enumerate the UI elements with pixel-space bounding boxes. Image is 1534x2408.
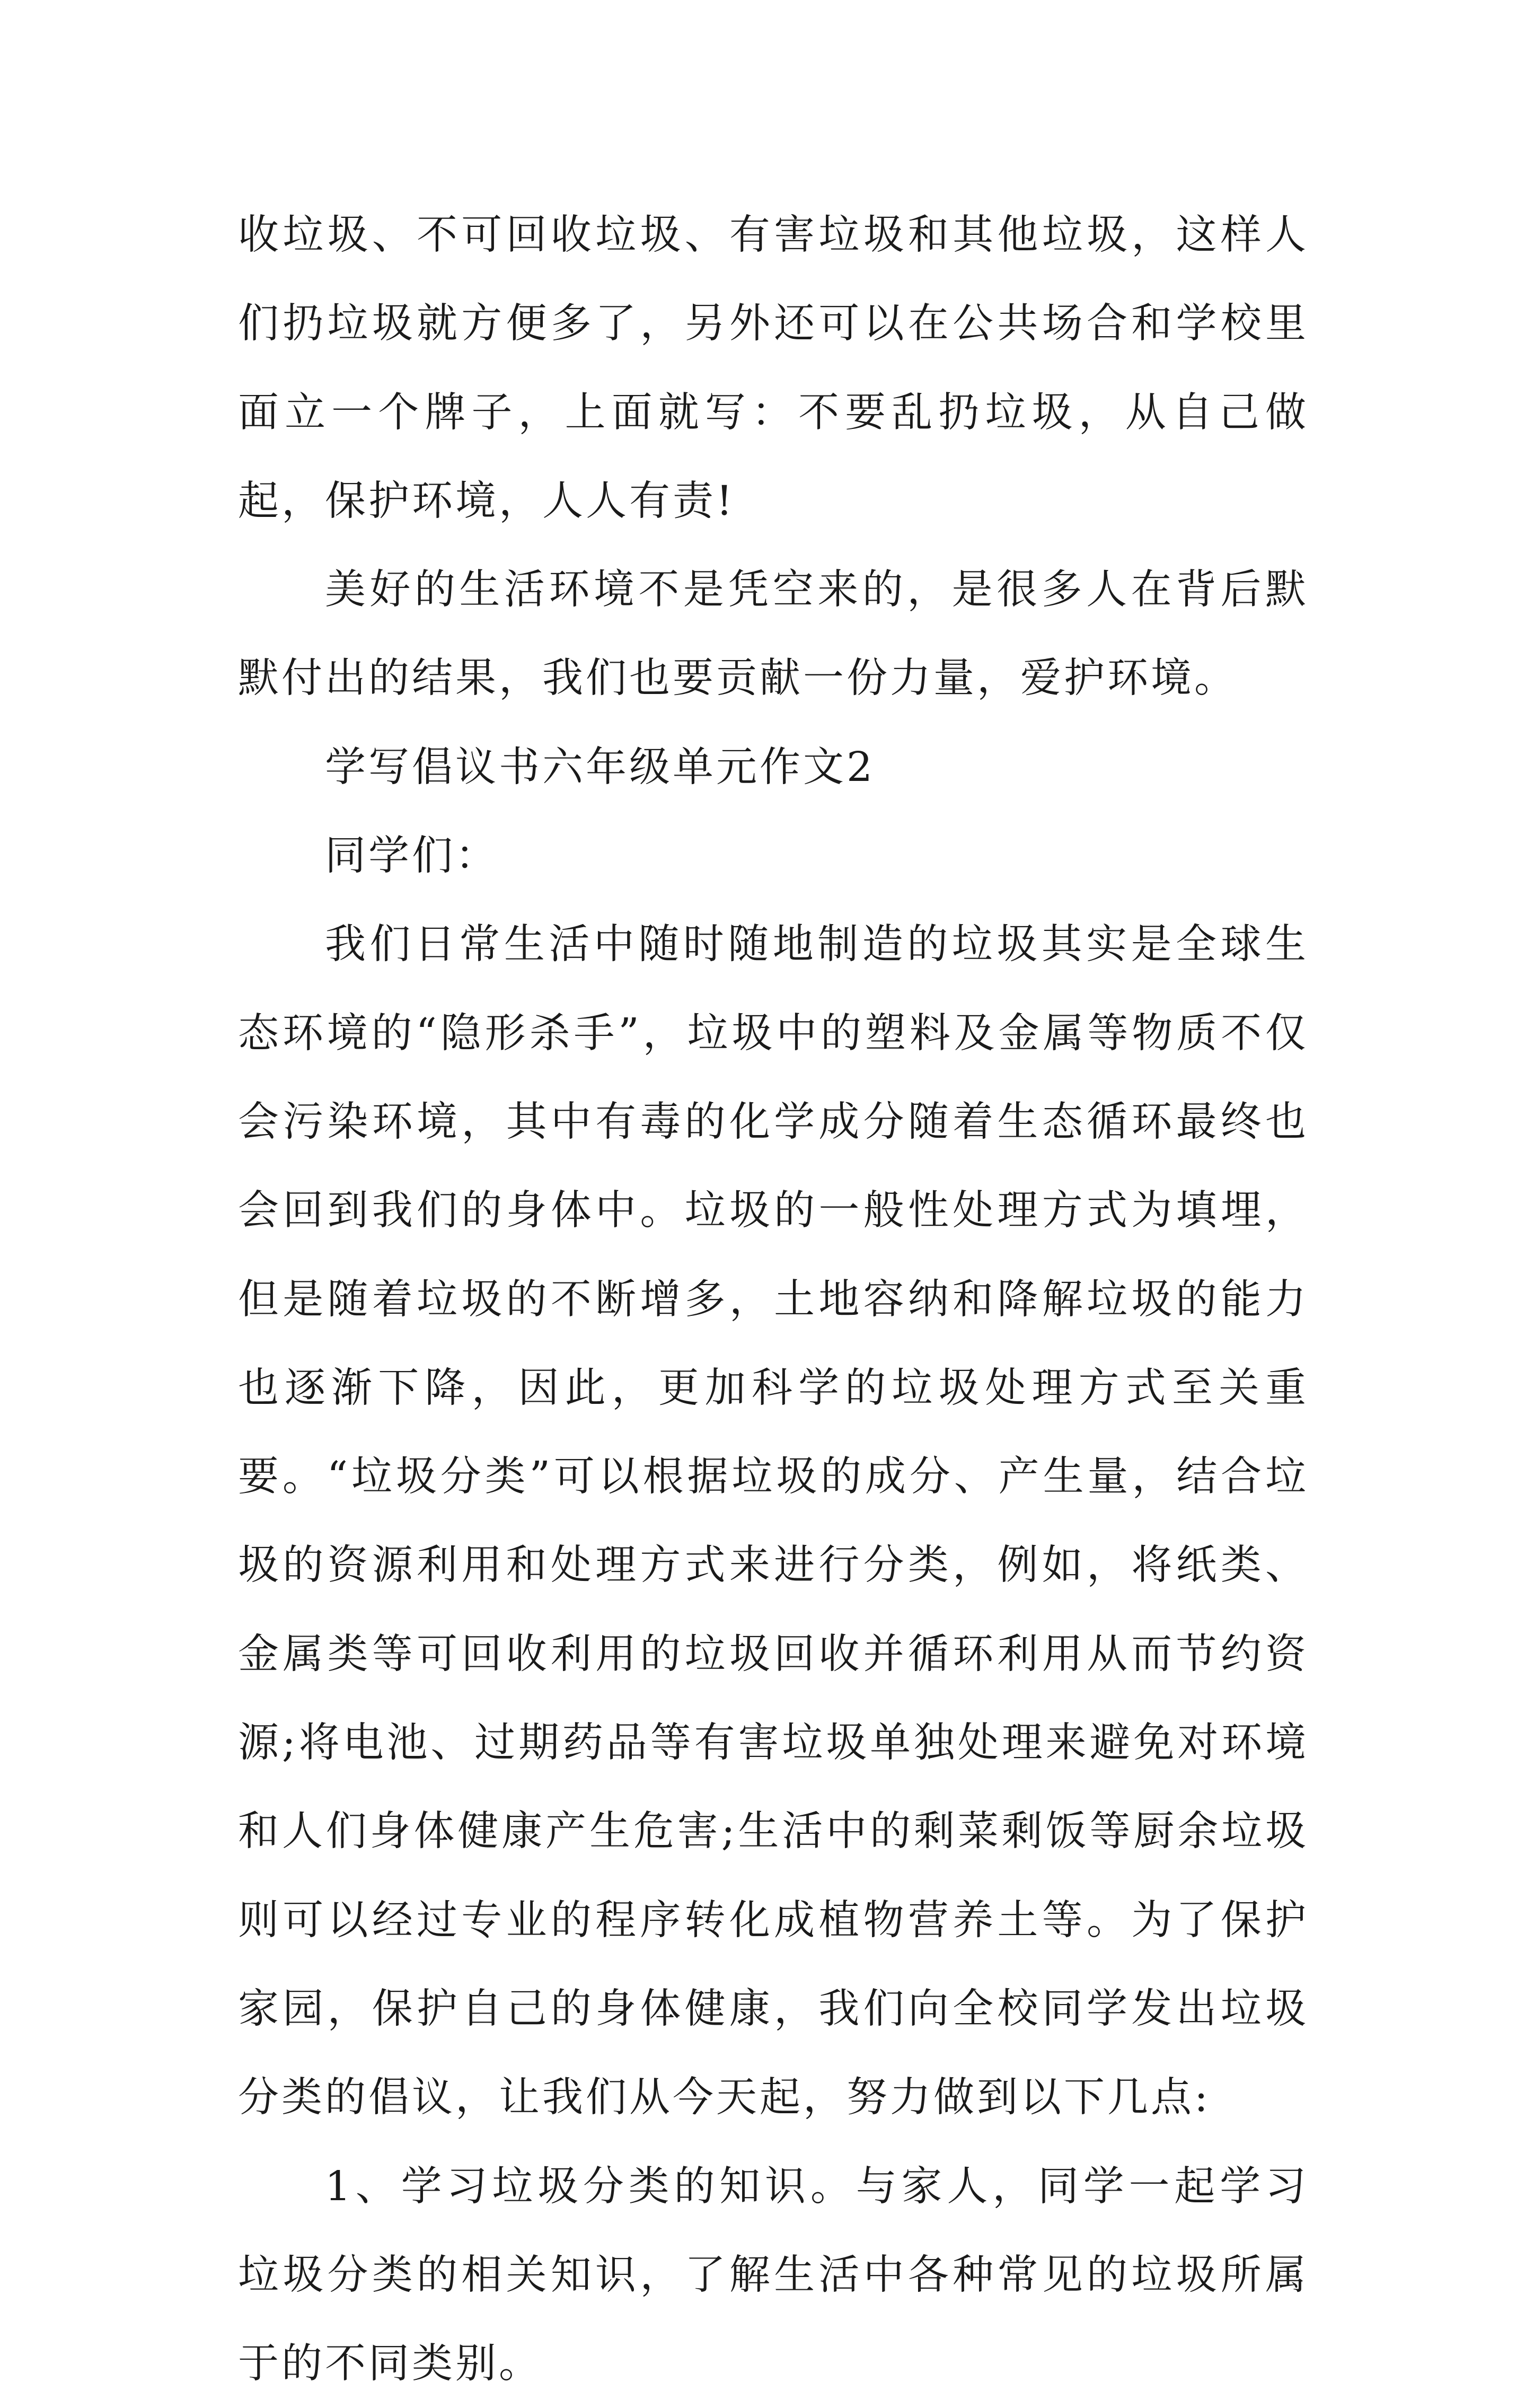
- paragraph-continuation: 收垃圾、不可回收垃圾、有害垃圾和其他垃圾，这样人们扔垃圾就方便多了，另外还可以在公共场合和学校里面立一个牌子，上面就写：不要乱扔垃圾，从自己做起，保护环境，人人有责!: [238, 212, 1309, 525]
- salutation: 同学们：: [325, 832, 499, 880]
- document-body: [238, 191, 1309, 2408]
- paragraph-conclusion: 美好的生活环境不是凭空来的，是很多人在背后默默付出的结果，我们也要贡献一份力量，爱护环境。: [238, 566, 1309, 702]
- essay-title: 学写倡议书六年级单元作文2: [325, 743, 875, 791]
- paragraph-body: 我们日常生活中随时随地制造的垃圾其实是全球生态环境的“隐形杀手”，垃圾中的塑料及金属等物质不仅会污染环境，其中有毒的化学成分随着生态循环最终也会回到我们的身体中。垃圾的一般性处理方式为填埋，但是随着垃圾的不断增多，土地容纳和降解垃圾的能力也逐渐下降，因此，更加科学的垃圾处理方式至关重要。“垃圾分类”可以根据垃圾的成分、产生量，结合垃圾的资源利用和处理方式来进行分类，例如，将纸类、金属类等可回收利用的垃圾回收并循环利用从而节约资源;将电池、过期药品等有害垃圾单独处理来避免对环境和人们身体健康产生危害;生活中的剩菜剩饭等厨余垃圾则可以经过专业的程序转化成植物营养土等。为了保护家园，保护自己的身体健康，我们向全校同学发出垃圾分类的倡议，让我们从今天起，努力做到以下几点:: [238, 921, 1309, 2122]
- paragraph-point-1: 1、学习垃圾分类的知识。与家人，同学一起学习垃圾分类的相关知识，了解生活中各种常见的垃圾所属于的不同类别。: [238, 2163, 1309, 2388]
